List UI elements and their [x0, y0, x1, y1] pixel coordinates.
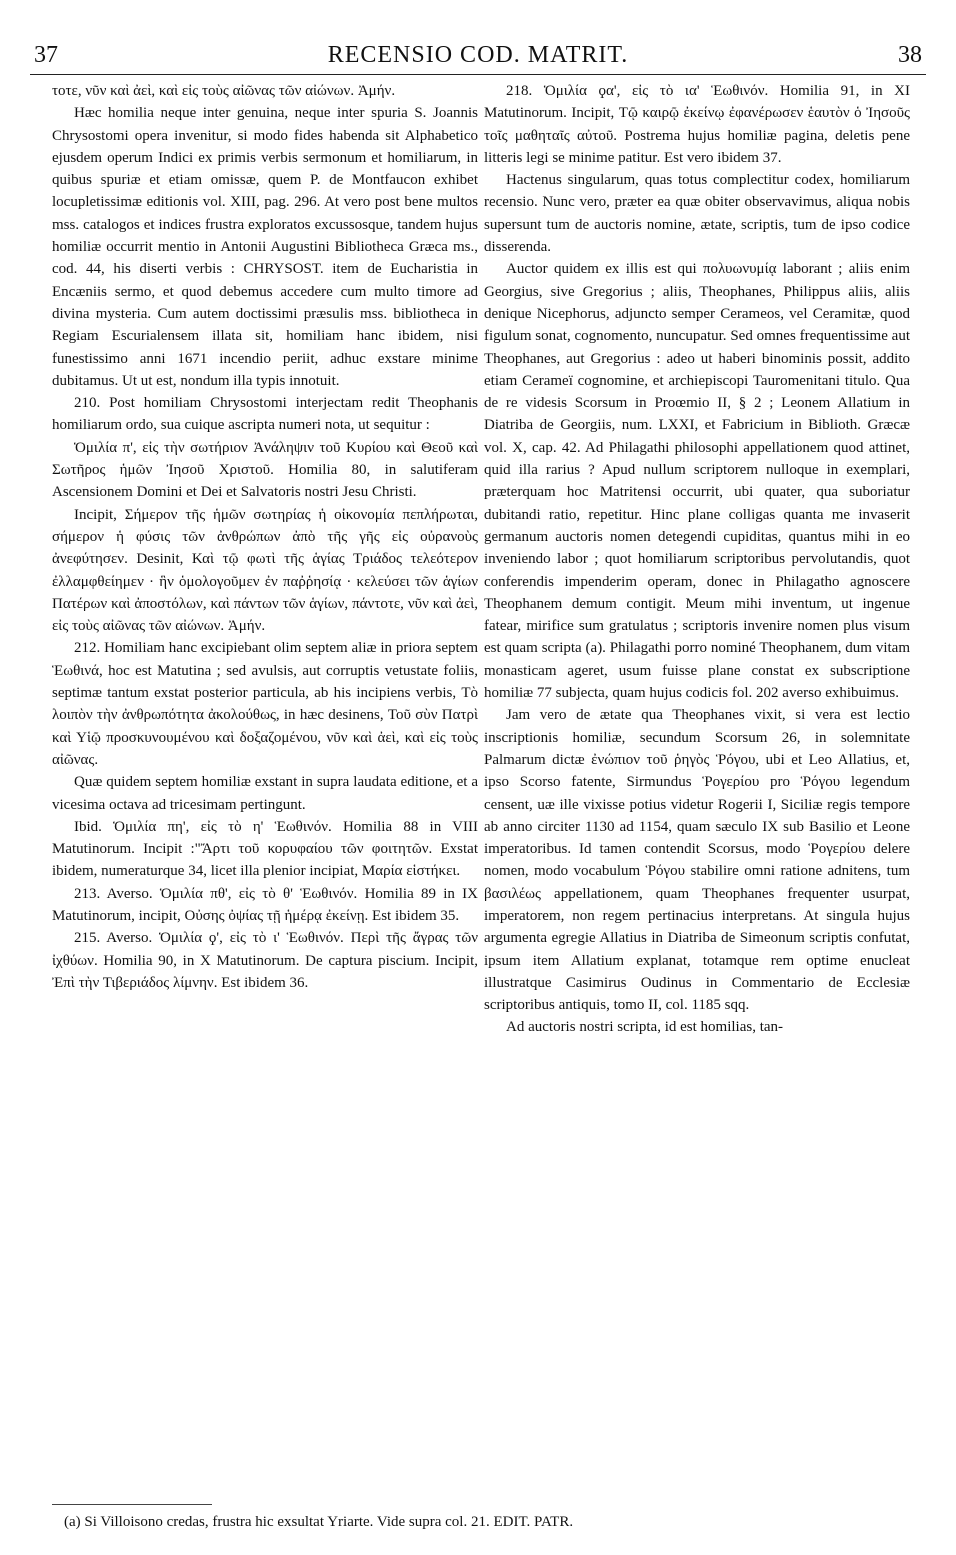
paragraph: Incipit, Σήμερον τῆς ἡμῶν σωτηρίας ἡ οἰκονομία πεπλήρωται, σήμερον ἡ φύσις τῶν ἀνθρώπων ἀπὸ τῆς γῆς εἰς οὐρανοὺς ἀνεφύτησεν. Desinit, Καὶ τῷ φωτὶ τῆς ἁγίας Τριάδος τελεότερον ἐλλαμφθείημεν · ἣν ὁμολογοῦμεν ἐν παῤῥησίᾳ · κελεύσει τῶν ἁγίων Πατέρων καὶ ἀποστόλων, καὶ πάντων τῶν ἁγίων, πάντοτε, νῦν καὶ ἀεὶ, εἰς τοὺς αἰῶνας τῶν αἰώνων. Ἀμήν. — [52, 506, 478, 635]
paragraph: τοτε, νῦν καὶ ἀεὶ, καὶ εἰς τοὺς αἰῶνας τῶν αἰώνων. Ἀμήν. — [52, 83, 396, 99]
paragraph: Ὁμιλία π', εἰς τὴν σωτήριον Ἀνάληψιν τοῦ Κυρίου καὶ Θεοῦ καὶ Σωτῆρος ἡμῶν Ἰησοῦ Χριστοῦ. Homilia 80, in salutiferam Ascensionem Domini et Dei et Salvatoris nostri Jesu Christi. — [52, 439, 478, 501]
page-number-left: 37 — [34, 42, 58, 68]
left-column — [52, 80, 478, 994]
right-column — [484, 80, 910, 1039]
paragraph: 213. Averso. Ὁμιλία πθ', εἰς τὸ θ' Ἑωθινόν. Homilia 89 in IX Matutinorum, incipit, Οὐσης ὀψίας τῇ ἡμέρᾳ ἐκείνῃ. Est ibidem 35. — [52, 885, 478, 924]
paragraph: Hactenus singularum, quas totus complectitur codex, homiliarum recensio. Nunc vero, præter ea quæ obiter observavimus, aliqua nobis supersunt tum de auctoris nomine, ætate, scriptis, tum de ipso codice disserenda. — [484, 172, 910, 256]
footnote-divider — [52, 1504, 212, 1505]
paragraph: Ad auctoris nostri scripta, id est homilias, tan- — [506, 1019, 784, 1036]
footnote: (a) Si Villoisono credas, frustra hic exsultat Yriarte. Vide supra col. 21. EDIT. PATR. — [64, 1514, 574, 1530]
paragraph: Auctor quidem ex illis est qui πολυωνυμίᾳ laborant ; aliis enim Georgius, sive Gregorius ; aliis, Theophanes, Philippus aliis, aliis denique Nicephorus, adjuncto semper Cerameos, vel Ceramitæ, quod figulum sonat, cognomento, nuncupatur. Sed omnes frequentissime aut Theophanes, aut Gregorius : adeo ut haberi binominis possit, addito etiam Cerameï cognomine, et archiepiscopi Tauromenitani titulo. Qua de re videsis Scorsum in Proœmio II, § 2 ; Leonem Allatium in Diatriba de Georgiis, num. LXXI, et Fabricium in Biblioth. Græcæ vol. X, cap. 42. Ad Philagathi philosophi appellationem quod attinet, quid illa rarius ? Apud nullum scriptorem nulloque in exemplari, præterquam hoc Matritensi occurrit, ubi quater, qua suboriatur dubitandi ratio, repetitur. Hinc plane colligas quanta me invaserit germanum auctoris nomen detegendi cupiditas, quantus mihi in eo inveniendo labor ; quot homiliarum scriptoribus pervolutandis, quot conferendis impenderim operam, donec in Philagatho agnoscere Theophanem demum contigit. Meum mihi inventum, ut ingenue fatear, mirifice sum gratulatus ; scriptoris invenire nomen plus visum est quam scripta (a). Philagathi porro nominé Theophanem, dum vitam monasticam ageret, usum fuisse plane constat ex subscriptione homiliæ 77 subjecta, quam hujus codicis fol. 202 averso exhibuimus. — [484, 261, 910, 702]
running-title: RECENSIO COD. MATRIT. — [327, 42, 629, 68]
paragraph: 210. Post homiliam Chrysostomi interjectam redit Theophanis homiliarum ordo, sua cuique ascripta numeri nota, ut sequitur : — [52, 395, 478, 434]
paragraph: Hæc homilia neque inter genuina, neque inter spuria S. Joannis Chrysostomi opera invenitur, si modo fides habenda sit Alphabetico ejusdem operum Indici ex primis verbis sermonum et homiliarum, in quibus spuriæ et etiam omissæ, quem P. de Montfaucon exhibet locupletissimæ editionis vol. XIII, pag. 296. At vero post bene multos mss. catalogos et indices frustra exploratos excussosque, tandem hujus homiliæ occurrit mentio in Antonii Augustini Bibliotheca Græca ms., cod. 44, his diserti verbis : CHRYSOST. item de Eucharistia in Encæniis sermo, et quod debemus accedere cum multo timore ad divina mysteria. Cum autem doctissimi præsulis mss. bibliotheca in Regiam Escurialensem illata sit, homiliam hanc ibidem, nisi funestissimo anni 1671 incendio periit, adhuc exstare minime dubitamus. Ut ut est, nondum illa typis innotuit. — [52, 105, 478, 389]
paragraph: 218. Ὁμιλία ϙα', εἰς τὸ ια' Ἑωθινόν. Homilia 91, in XI Matutinorum. Incipit, Τῷ καιρῷ ἐκείνῳ ἐφανέρωσεν ἑαυτὸν ὁ Ἰησοῦς τοῖς μαθηταῖς αὐτοῦ. Postrema hujus homiliæ pagina, deletis pene litteris legi se minime patitur. Est vero ibidem 37. — [484, 83, 910, 166]
paragraph: Ibid. Ὁμιλία πη', εἰς τὸ η' Ἑωθινόν. Homilia 88 in VIII Matutinorum. Incipit :"Ἄρτι τοῦ κορυφαίου τῶν φοιτητῶν. Exstat ibidem, numeraturque 34, licet illa plenior incipiat, Μαρία εἱστήκει. — [52, 818, 478, 880]
paragraph: Quæ quidem septem homiliæ exstant in supra laudata editione, et a vicesima octava ad tricesimam pertingunt. — [52, 774, 478, 813]
paragraph: 212. Homiliam hanc excipiebant olim septem aliæ in priora septem Ἑωθινά, hoc est Matutina ; sed avulsis, aut corruptis vetustate foliis, septimæ tantum exstat posterior particula, ab his incipiens verbis, Τὸ λοιπὸν τὴν ἀνθρωπότητα ἀκολούθως, in hæc desinens, Τοῦ σὺν Πατρὶ καὶ Υἱῷ προσκυνουμένου καὶ δοξαζομένου, νῦν καὶ ἀεὶ, καὶ εἰς τοὺς αἰῶνας. — [52, 640, 478, 768]
page-number-right: 38 — [898, 42, 922, 68]
paragraph: 215. Averso. Ὁμιλία ϙ', εἰς τὸ ι' Ἑωθινόν. Περὶ τῆς ἄγρας τῶν ἰχθύων. Homilia 90, in X Matutinorum. De captura piscium. Incipit, Ἐπὶ τὴν Τιβεριάδος λίμνην. Est ibidem 36. — [52, 930, 478, 991]
running-header — [30, 40, 926, 75]
paragraph: Jam vero de ætate qua Theophanes vixit, si vera est lectio inscriptionis homiliæ, secundum Scorsum 26, in solemnitate Palmarum dictæ ἐνώπιον τοῦ ῥηγὸς Ῥόγου, ubi et Leo Allatius, et, ipso Scorso fatente, Sirmundus Ῥογερίου pro Ῥόγου legendum censent, uæ ille vixisse potius videtur Rogerii I, Siciliæ regis tempore ab anno circiter 1130 ad 1154, quam sæculo IX sub Basilio et Leone imperatoribus. Id tamen contendit Scorsus, modo Ῥογερίου delere nomen, modo vocabulum Ῥόγου stabilire omni ratione adnitens, tum βασιλέως appellationem, quam Theophanes frequenter usurpat, imperatorem, non regem pertinacius interpretans. At singula hujus argumenta egregie Allatius in Diatriba de Simeonum scriptis confutat, ipsum item Allatium explanat, totamque rem optime enucleat illustratque Casimirus Oudinus in Commentario de Ecclesiæ scriptoribus antiquis, tomo II, col. 1185 sqq. — [484, 707, 910, 1014]
